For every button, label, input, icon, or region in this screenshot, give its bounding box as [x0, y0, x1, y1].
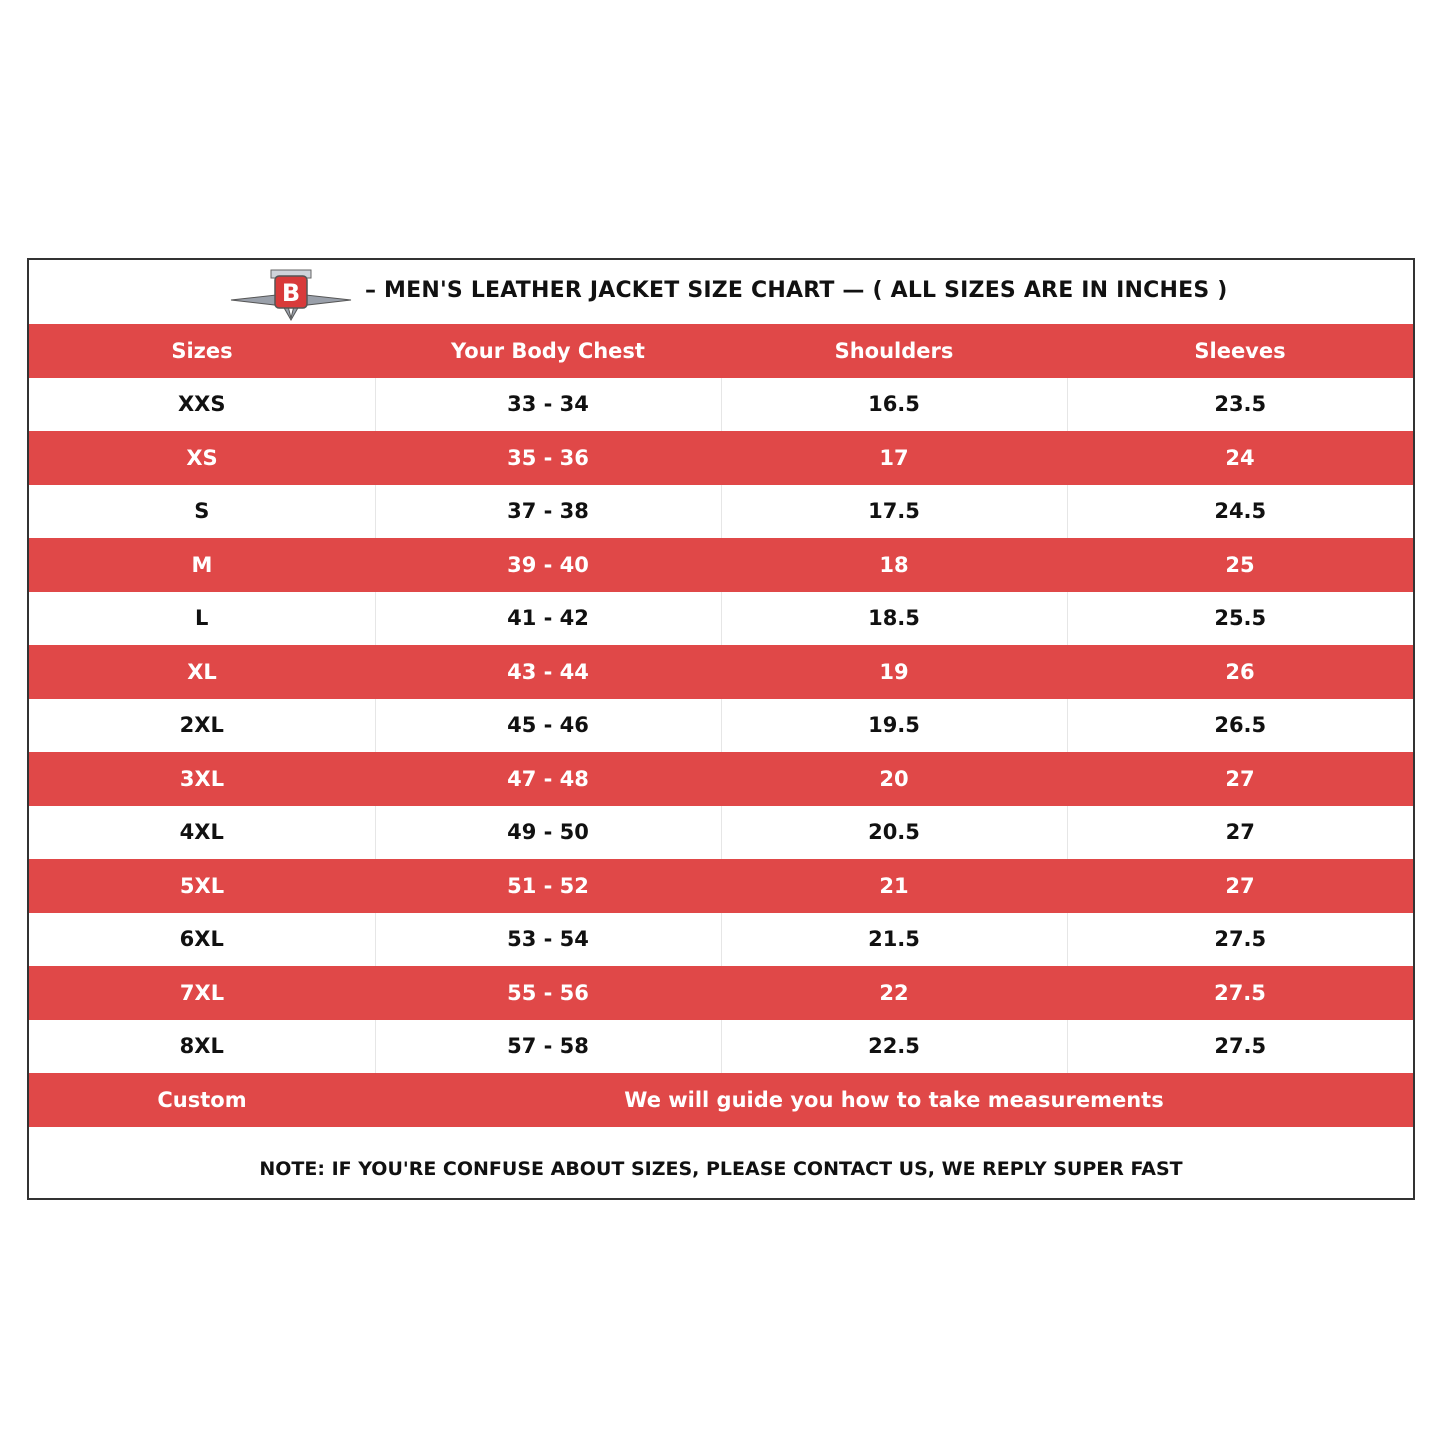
shoulders-cell: 22.5: [721, 1020, 1067, 1074]
column-header-shoulders: Shoulders: [721, 324, 1067, 378]
shoulders-cell: 20.5: [721, 806, 1067, 860]
table-row: [29, 966, 1413, 1020]
size-cell: L: [29, 592, 375, 646]
column-header-chest: Your Body Chest: [375, 324, 721, 378]
chest-cell: 45 - 46: [375, 699, 721, 753]
sleeves-cell: 27: [1067, 806, 1413, 860]
chest-cell: 41 - 42: [375, 592, 721, 646]
size-cell: XS: [29, 431, 375, 485]
sleeves-cell: 23.5: [1067, 378, 1413, 432]
table-row: [29, 378, 1413, 432]
sleeves-cell: 26: [1067, 645, 1413, 699]
shoulders-cell: 17.5: [721, 485, 1067, 539]
custom-label: Custom: [29, 1073, 375, 1127]
size-cell: XXS: [29, 378, 375, 432]
table-row: [29, 859, 1413, 913]
sleeves-cell: 25: [1067, 538, 1413, 592]
shoulders-cell: 17: [721, 431, 1067, 485]
size-cell: 2XL: [29, 699, 375, 753]
sleeves-cell: 24: [1067, 431, 1413, 485]
table-row: [29, 806, 1413, 860]
size-cell: 5XL: [29, 859, 375, 913]
size-chart-sheet: [27, 258, 1415, 1200]
sleeves-cell: 27.5: [1067, 966, 1413, 1020]
sleeves-cell: 27.5: [1067, 1020, 1413, 1074]
table-row: [29, 699, 1413, 753]
column-header-sleeves: Sleeves: [1067, 324, 1413, 378]
chart-title: – MEN'S LEATHER JACKET SIZE CHART — ( ALL SIZES ARE IN INCHES ): [365, 278, 1228, 303]
sleeves-cell: 24.5: [1067, 485, 1413, 539]
svg-text:B: B: [281, 279, 301, 307]
custom-row: [29, 1073, 1413, 1127]
sleeves-cell: 27: [1067, 859, 1413, 913]
chest-cell: 53 - 54: [375, 913, 721, 967]
size-cell: 8XL: [29, 1020, 375, 1074]
chest-cell: 39 - 40: [375, 538, 721, 592]
sleeves-cell: 27.5: [1067, 913, 1413, 967]
shoulders-cell: 19.5: [721, 699, 1067, 753]
table-row: [29, 592, 1413, 646]
table-row: [29, 538, 1413, 592]
table-row: [29, 431, 1413, 485]
chest-cell: 35 - 36: [375, 431, 721, 485]
sleeves-cell: 26.5: [1067, 699, 1413, 753]
shoulders-cell: 21: [721, 859, 1067, 913]
shoulders-cell: 18.5: [721, 592, 1067, 646]
shoulders-cell: 18: [721, 538, 1067, 592]
table-row: [29, 913, 1413, 967]
chest-cell: 57 - 58: [375, 1020, 721, 1074]
brand-logo-icon: [229, 264, 353, 322]
size-cell: 3XL: [29, 752, 375, 806]
column-header-sizes: Sizes: [29, 324, 375, 378]
shoulders-cell: 16.5: [721, 378, 1067, 432]
size-cell: M: [29, 538, 375, 592]
table-row: [29, 645, 1413, 699]
shoulders-cell: 19: [721, 645, 1067, 699]
chest-cell: 43 - 44: [375, 645, 721, 699]
contact-note: NOTE: IF YOU'RE CONFUSE ABOUT SIZES, PLEASE CONTACT US, WE REPLY SUPER FAST: [259, 1158, 1183, 1180]
sleeves-cell: 27: [1067, 752, 1413, 806]
chest-cell: 37 - 38: [375, 485, 721, 539]
chest-cell: 33 - 34: [375, 378, 721, 432]
table-row: [29, 752, 1413, 806]
size-cell: 4XL: [29, 806, 375, 860]
shoulders-cell: 21.5: [721, 913, 1067, 967]
table-row: [29, 485, 1413, 539]
chest-cell: 47 - 48: [375, 752, 721, 806]
size-cell: S: [29, 485, 375, 539]
header-row: [29, 324, 1413, 378]
size-cell: 6XL: [29, 913, 375, 967]
shoulders-cell: 22: [721, 966, 1067, 1020]
chest-cell: 55 - 56: [375, 966, 721, 1020]
table-row: [29, 1020, 1413, 1074]
size-cell: XL: [29, 645, 375, 699]
custom-message: We will guide you how to take measurements: [375, 1073, 1413, 1127]
size-cell: 7XL: [29, 966, 375, 1020]
chest-cell: 51 - 52: [375, 859, 721, 913]
title-row: [29, 260, 1413, 324]
sleeves-cell: 25.5: [1067, 592, 1413, 646]
chest-cell: 49 - 50: [375, 806, 721, 860]
size-table: [29, 324, 1413, 1127]
shoulders-cell: 20: [721, 752, 1067, 806]
